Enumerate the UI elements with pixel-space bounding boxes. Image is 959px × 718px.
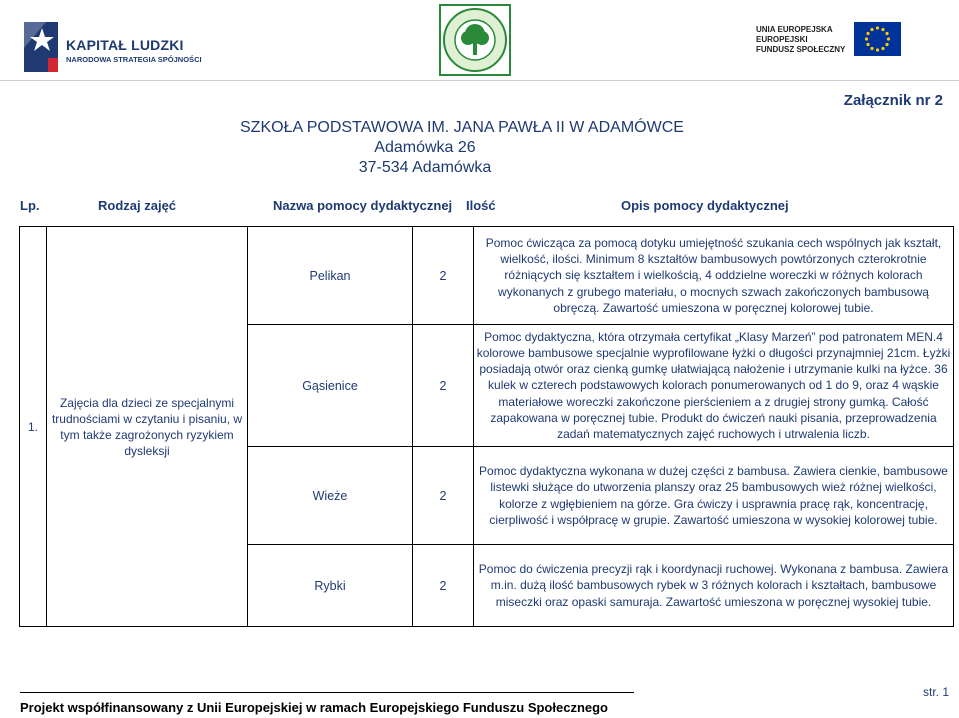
eu-logo — [756, 22, 906, 62]
school-city: 37-534 Adamówka — [358, 159, 492, 176]
kapital-ludzki-logo — [22, 16, 202, 76]
school-header — [240, 118, 684, 178]
annex-label: Załącznik nr 2 — [843, 92, 943, 109]
kapital-ludzki-subtitle: NARODOWA STRATEGIA SPÓJNOŚCI — [66, 55, 202, 64]
header-opis: Opis pomocy dydaktycznej — [621, 198, 789, 213]
opis-cell: Pomoc do ćwiczenia precyzji rąk i koordynacji ruchowej. Wykonana z bambusa. Zawiera m.in. dużą ilość bambusowych rybek w 3 różnych kolorach i kształtach, bambusowe miseczki oraz opaski samuraja. Zawartość umieszona w poręcznej wysokiej tubie. — [474, 545, 954, 627]
opis-cell: Pomoc dydaktyczna, która otrzymała certyfikat „Klasy Marzeń” pod patronatem MEN.4 kolorowe bambusowe specjalnie wyprofilowane łyżki o długości przynajmniej 21cm. Łyżki posiadają otwór oraz cienką gumkę ułatwiającą nałożenie i utrzymanie kulki na łyżce. 36 kulek w czterech podstawowych kolorach ponumerowanych od 1 do 9, oraz 4 wąskie materiałowe woreczki zakończone pierścieniem a z drugiej strony gumką. Całość zapakowana w poręcznej tubie. Produkt do ćwiczeń nauki pisania, przeprowadzenia zadań matematycznych zajęć ruchowych i utrwalenia liczb. — [474, 325, 954, 447]
ilosc-cell: 2 — [413, 325, 474, 447]
nazwa-cell: Pelikan — [248, 227, 413, 325]
header-ilosc: Ilość — [466, 198, 496, 213]
kapital-ludzki-emblem-icon — [22, 18, 62, 74]
ilosc-cell: 2 — [413, 227, 474, 325]
lp-cell: 1. — [20, 227, 47, 627]
rodzaj-cell: Zajęcia dla dzieci ze specjalnymi trudnościami w czytaniu i pisaniu, w tym także zagrożonych ryzykiem dysleksji — [47, 227, 248, 627]
tree-emblem-icon — [439, 4, 511, 76]
eu-logo-text — [756, 25, 845, 55]
nazwa-cell: Rybki — [248, 545, 413, 627]
school-name: SZKOŁA PODSTAWOWA IM. JANA PAWŁA II W ADAMÓWCE — [240, 119, 684, 136]
footer-rule — [20, 692, 634, 693]
table-row — [20, 227, 954, 325]
header-separator — [0, 80, 959, 81]
header-nazwa: Nazwa pomocy dydaktycznej — [273, 198, 453, 213]
header-lp: Lp. — [20, 198, 40, 213]
header-rodzaj: Rodzaj zajęć — [98, 198, 177, 213]
eu-line-1: UNIA EUROPEJSKA — [756, 25, 833, 34]
kapital-ludzki-title: KAPITAŁ LUDZKI — [66, 37, 184, 53]
ilosc-cell: 2 — [413, 447, 474, 545]
opis-cell: Pomoc dydaktyczna wykonana w dużej części z bambusa. Zawiera cienkie, bambusowe listewki służące do utworzenia planszy oraz 25 bambusowych wież różnej wielkości, kolorze z wgłębieniem na górze. Gra ćwiczy i usprawnia pracę rąk, koncentrację, cierpliwość i współpracę w grupie. Zawartość umieszona w wysokiej kolorowej tubie. — [474, 447, 954, 545]
eu-line-2: EUROPEJSKI — [756, 35, 808, 44]
aids-table — [19, 226, 954, 627]
nazwa-cell: Gąsienice — [248, 325, 413, 447]
ilosc-cell: 2 — [413, 545, 474, 627]
opis-cell: Pomoc ćwicząca za pomocą dotyku umiejętność szukania cech wspólnych jak kształt, wielkość, ilości. Minimum 8 kształtów bambusowych powtórzonych czterokrotnie różniących się kształtem i wielkością, 4 oddzielne woreczki w różnych kolorach wykonanych z grubego materiału, o mocnych szwach zakończonych bambusową obręczą. Zawartość umieszona w poręcznej kolorowej tubie. — [474, 227, 954, 325]
eu-line-3: FUNDUSZ SPOŁECZNY — [756, 45, 846, 54]
school-street: Adamówka 26 — [374, 139, 476, 156]
eu-flag-icon — [854, 22, 901, 56]
footer-text: Projekt współfinansowany z Unii Europejskiej w ramach Europejskiego Funduszu Społecznego — [20, 700, 609, 715]
adamowka-logo — [439, 4, 511, 76]
page-number: str. 1 — [922, 685, 949, 699]
nazwa-cell: Wieże — [248, 447, 413, 545]
